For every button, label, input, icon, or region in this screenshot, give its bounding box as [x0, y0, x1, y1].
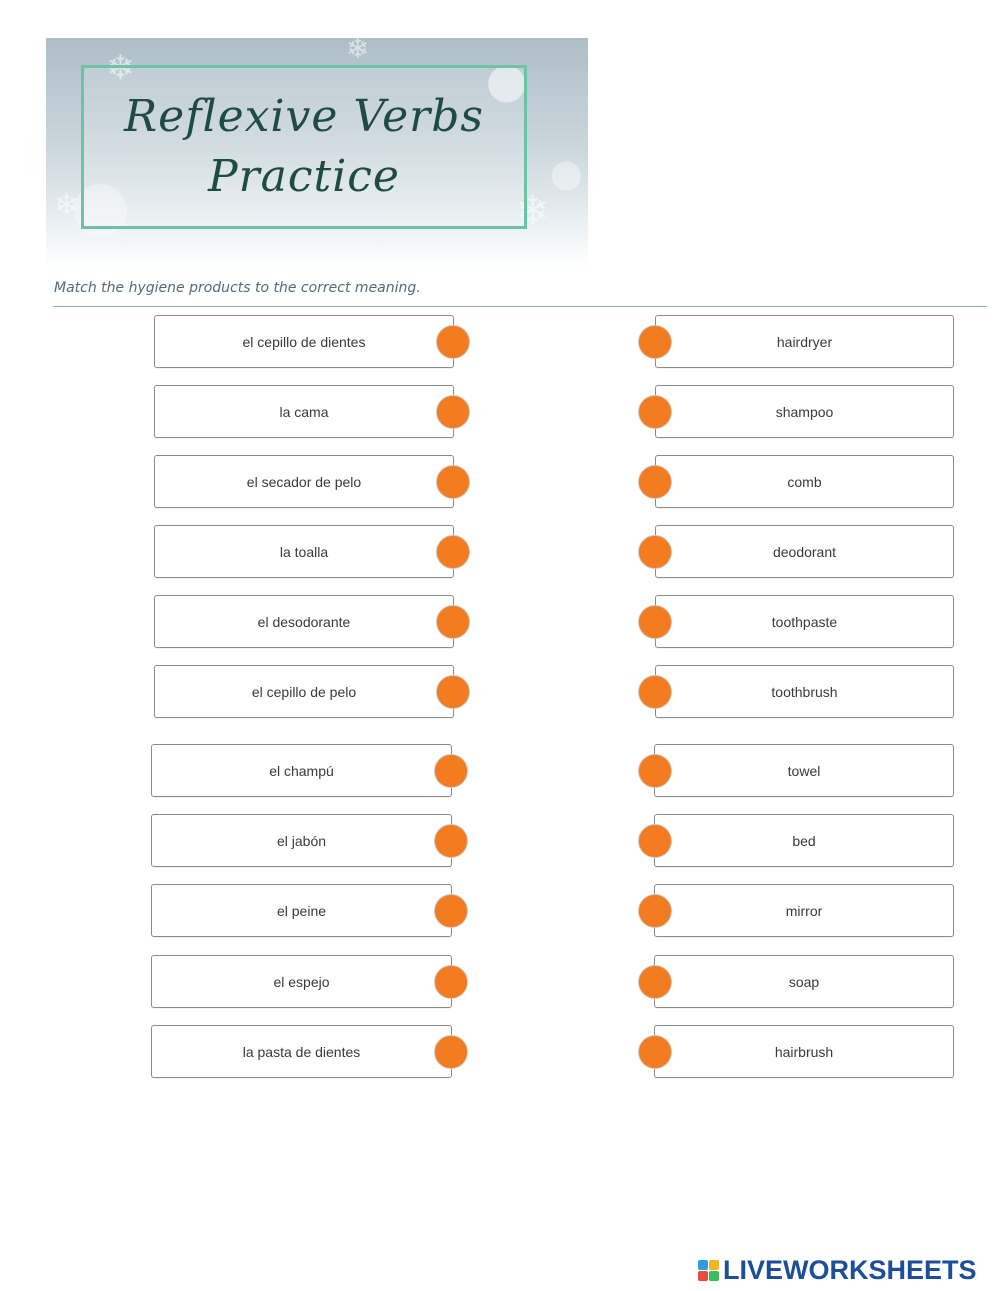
left-match-handle[interactable] — [436, 535, 470, 569]
page-title-line2: Practice — [208, 151, 400, 202]
logo-mark-icon — [698, 1260, 719, 1281]
left-term-label: el jabón — [276, 832, 327, 849]
left-term-card[interactable] — [154, 315, 454, 368]
left-match-handle[interactable] — [436, 325, 470, 359]
right-meaning-card[interactable] — [654, 955, 954, 1008]
right-meaning-card[interactable] — [654, 744, 954, 797]
left-term-card[interactable] — [154, 595, 454, 648]
left-term-card[interactable] — [154, 385, 454, 438]
right-match-handle[interactable] — [638, 605, 672, 639]
right-match-handle[interactable] — [638, 675, 672, 709]
left-term-label: la toalla — [279, 543, 329, 560]
right-meaning-label: bed — [792, 832, 816, 849]
left-term-label: el cepillo de pelo — [251, 683, 357, 700]
left-match-handle[interactable] — [436, 395, 470, 429]
right-match-handle[interactable] — [638, 754, 672, 788]
left-match-handle[interactable] — [436, 605, 470, 639]
right-meaning-card[interactable] — [655, 385, 954, 438]
left-match-handle[interactable] — [434, 824, 468, 858]
left-match-handle[interactable] — [436, 675, 470, 709]
left-term-card[interactable] — [154, 525, 454, 578]
left-term-label: el espejo — [273, 973, 330, 990]
left-term-label: el peine — [276, 902, 327, 919]
right-meaning-card[interactable] — [655, 525, 954, 578]
snowflake-icon: ❄ — [516, 188, 550, 234]
right-match-handle[interactable] — [638, 1035, 672, 1069]
right-meaning-label: comb — [787, 473, 822, 490]
right-meaning-card[interactable] — [655, 315, 954, 368]
left-term-card[interactable] — [151, 955, 452, 1008]
right-match-handle[interactable] — [638, 395, 672, 429]
right-meaning-card[interactable] — [654, 1025, 954, 1078]
left-term-card[interactable] — [151, 1025, 452, 1078]
left-term-label: el secador de pelo — [246, 473, 362, 490]
left-term-card[interactable] — [154, 665, 454, 718]
left-match-handle[interactable] — [434, 754, 468, 788]
right-match-handle[interactable] — [638, 325, 672, 359]
left-term-label: la pasta de dientes — [242, 1043, 361, 1060]
left-match-handle[interactable] — [434, 1035, 468, 1069]
right-meaning-label: hairdryer — [776, 333, 833, 350]
title-box — [81, 65, 527, 229]
instruction-text: Match the hygiene products to the correct meaning. — [54, 280, 421, 296]
left-term-card[interactable] — [151, 814, 452, 867]
right-meaning-label: towel — [787, 762, 821, 779]
divider — [53, 306, 987, 307]
right-match-handle[interactable] — [638, 894, 672, 928]
right-meaning-card[interactable] — [655, 665, 954, 718]
header-banner — [46, 38, 588, 268]
left-term-label: el champú — [269, 762, 334, 779]
right-match-handle[interactable] — [638, 535, 672, 569]
left-term-card[interactable] — [151, 884, 452, 937]
liveworksheets-logo — [698, 1256, 977, 1284]
snowflake-icon: ❄ — [54, 188, 80, 223]
left-match-handle[interactable] — [434, 965, 468, 999]
right-meaning-label: toothbrush — [771, 683, 838, 700]
right-meaning-label: soap — [788, 973, 820, 990]
right-meaning-card[interactable] — [655, 455, 954, 508]
right-meaning-label: deodorant — [772, 543, 837, 560]
snowflake-icon: ❄ — [106, 48, 135, 88]
snowflake-icon: ❄ — [346, 38, 370, 65]
left-term-label: el desodorante — [257, 613, 351, 630]
right-match-handle[interactable] — [638, 465, 672, 499]
right-match-handle[interactable] — [638, 824, 672, 858]
left-term-label: la cama — [279, 403, 329, 420]
brand-name: LIVEWORKSHEETS — [723, 1254, 977, 1285]
right-meaning-card[interactable] — [654, 814, 954, 867]
left-match-handle[interactable] — [434, 894, 468, 928]
right-meaning-label: shampoo — [775, 403, 834, 420]
right-meaning-label: mirror — [785, 902, 823, 919]
right-match-handle[interactable] — [638, 965, 672, 999]
right-meaning-label: toothpaste — [771, 613, 838, 630]
right-meaning-card[interactable] — [654, 884, 954, 937]
left-match-handle[interactable] — [436, 465, 470, 499]
left-term-card[interactable] — [154, 455, 454, 508]
page-title-line1: Reflexive Verbs — [124, 91, 484, 142]
right-meaning-label: hairbrush — [774, 1043, 834, 1060]
left-term-card[interactable] — [151, 744, 452, 797]
right-meaning-card[interactable] — [655, 595, 954, 648]
left-term-label: el cepillo de dientes — [242, 333, 366, 350]
